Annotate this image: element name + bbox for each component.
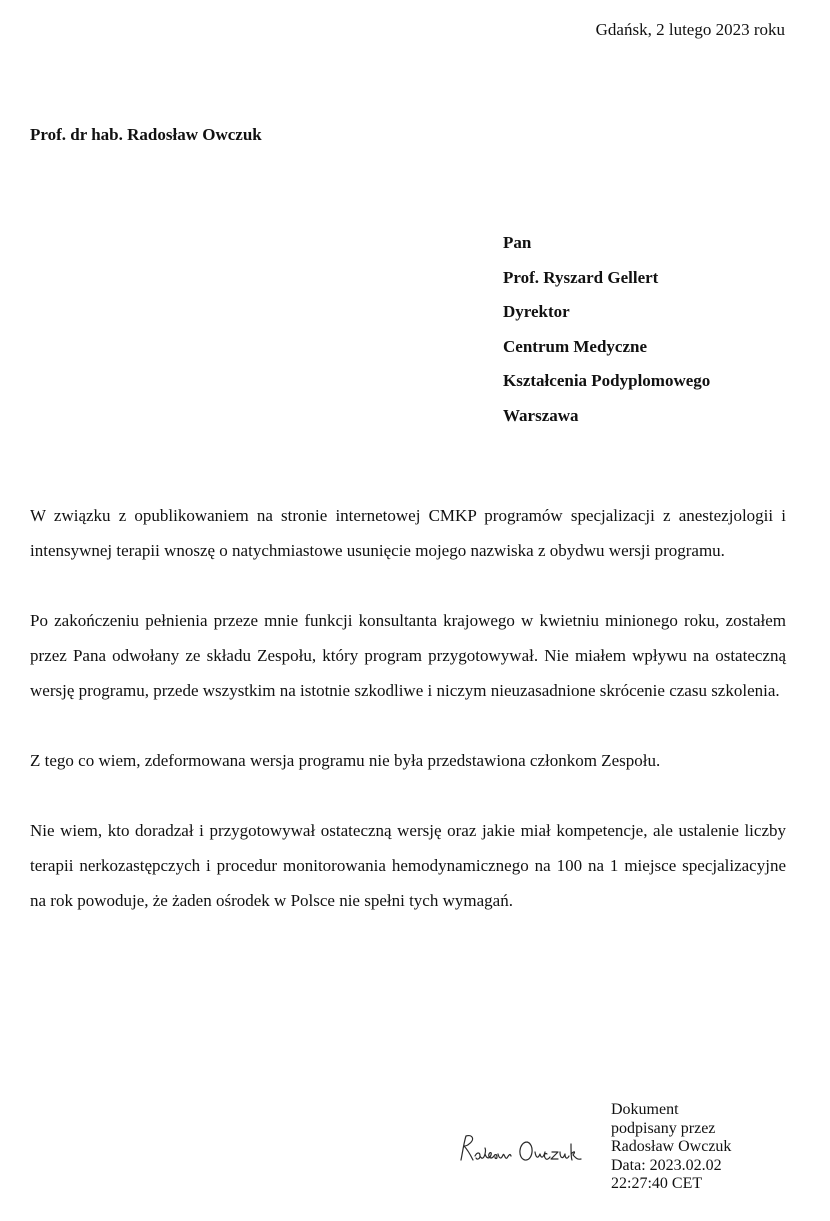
body-paragraph: Z tego co wiem, zdeformowana wersja programu nie była przedstawiona członkom Zespołu. <box>30 751 661 770</box>
body-paragraph: W związku z opublikowaniem na stronie internetowej CMKP programów specjalizacji z anestezjologii i intensywnej terapii wnoszę o natychmiastowe usunięcie mojego nazwiska z obydwu wersji programu. <box>30 506 786 560</box>
stamp-line: Dokument <box>611 1101 679 1118</box>
letter-body <box>30 498 786 953</box>
stamp-line: 22:27:40 CET <box>611 1175 703 1192</box>
recipient-line: Warszawa <box>503 405 579 425</box>
recipient-line: Prof. Ryszard Gellert <box>503 267 659 287</box>
sender-name: Prof. dr hab. Radosław Owczuk <box>30 125 262 144</box>
recipient-line: Kształcenia Podyplomowego <box>503 371 711 390</box>
stamp-line: Data: 2023.02.02 <box>611 1156 722 1174</box>
digital-signature-stamp <box>611 1101 731 1194</box>
stamp-line: Radosław Owczuk <box>611 1138 732 1155</box>
place-and-date: Gdańsk, 2 lutego 2023 roku <box>595 20 785 39</box>
recipient-line: Dyrektor <box>503 302 570 321</box>
handwritten-signature <box>455 1130 605 1170</box>
stamp-line: podpisany przez <box>611 1119 716 1137</box>
body-paragraph: Po zakończeniu pełnienia przeze mnie funkcji konsultanta krajowego w kwietniu minionego roku, zostałem przez Pana odwołany ze składu Zespołu, który program przygotowywał. Nie miałem wpływu na ostateczną wersję programu, przede wszystkim na istotnie szkodliwe i niczym nieuzasadnione skrócenie czasu szkolenia. <box>30 611 786 700</box>
recipient-address <box>503 226 710 433</box>
recipient-line: Centrum Medyczne <box>503 336 647 356</box>
body-paragraph: Nie wiem, kto doradzał i przygotowywał ostateczną wersję oraz jakie miał kompetencje, ale ustalenie liczby terapii nerkozastępczych i procedur monitorowania hemodynamicznego na 100 na 1 miejsce specjalizacyjne na rok powoduje, że żaden ośrodek w Polsce nie spełni tych wymagań. <box>30 821 786 910</box>
recipient-line: Pan <box>503 233 532 252</box>
